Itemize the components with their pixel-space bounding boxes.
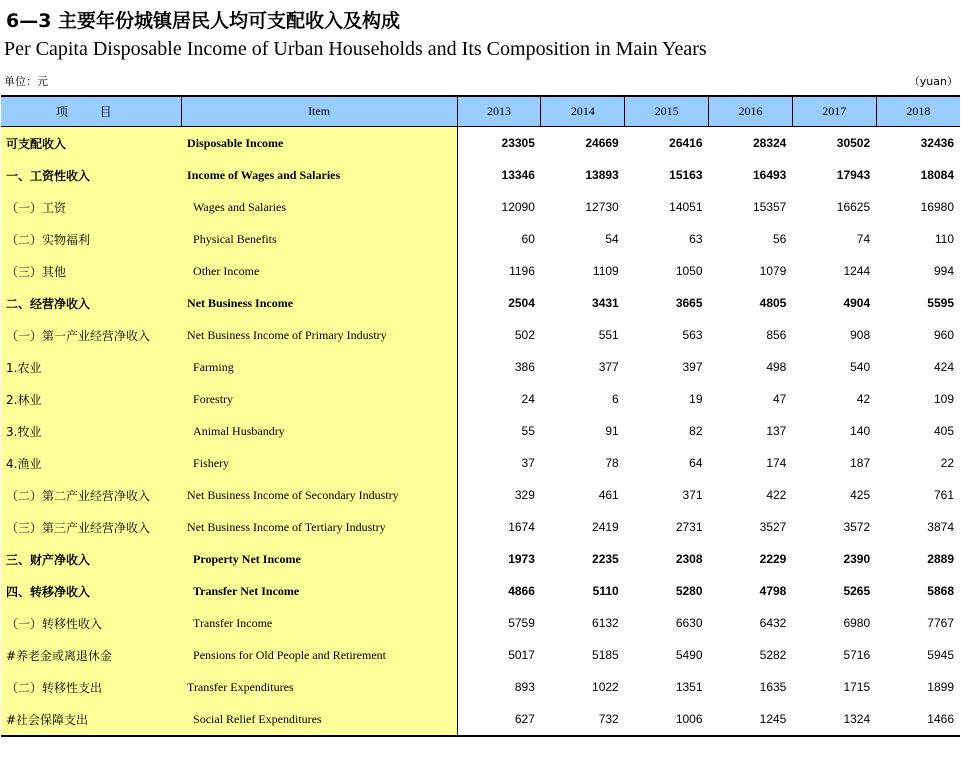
value-cell: 5282 — [759, 648, 787, 662]
table-title-chinese: 6—3 主要年份城镇居民人均可支配收入及构成 — [6, 10, 401, 32]
row-label-chinese: （一）工资 — [1, 191, 181, 223]
value-cell: 761 — [933, 488, 954, 502]
table-row — [1, 607, 960, 639]
value-cell: 6 — [612, 392, 619, 406]
value-cell: 5017 — [508, 648, 535, 662]
value-cell: 371 — [682, 488, 703, 502]
row-label-english: Property Net Income — [181, 543, 457, 575]
row-label-english: Income of Wages and Salaries — [181, 159, 457, 191]
value-cell: 78 — [605, 456, 619, 470]
value-cell: 1022 — [592, 680, 619, 694]
value-cell: 2504 — [508, 296, 535, 310]
value-cell: 377 — [598, 360, 619, 374]
table-row — [1, 703, 960, 736]
row-label-chinese: （二）转移性支出 — [1, 671, 181, 703]
value-cell: 5490 — [675, 648, 703, 662]
value-cell: 109 — [933, 392, 954, 406]
value-cell: 16493 — [752, 168, 787, 182]
header-year: 2016 — [709, 96, 793, 127]
value-cell: 6980 — [843, 616, 871, 630]
value-cell: 16980 — [920, 200, 954, 214]
value-cell: 28324 — [752, 136, 787, 150]
value-cell: 1899 — [927, 680, 954, 694]
row-label-english: Pensions for Old People and Retirement — [181, 639, 457, 671]
value-cell: 1715 — [843, 680, 871, 694]
value-cell: 893 — [514, 680, 535, 694]
value-cell: 18084 — [920, 168, 954, 182]
value-cell: 3665 — [675, 296, 703, 310]
value-cell: 17943 — [836, 168, 871, 182]
value-cell: 37 — [521, 456, 535, 470]
value-cell: 13346 — [501, 168, 535, 182]
row-label-chinese: 可支配收入 — [1, 127, 181, 160]
table-row — [1, 671, 960, 703]
value-cell: 2308 — [675, 552, 703, 566]
value-cell: 1351 — [675, 680, 703, 694]
value-cell: 3527 — [759, 520, 787, 534]
row-label-chinese: 四、转移净收入 — [1, 575, 181, 607]
row-label-chinese: （三）其他 — [1, 255, 181, 287]
value-cell: 1244 — [843, 264, 871, 278]
value-cell: 2229 — [759, 552, 787, 566]
value-cell: 1466 — [876, 703, 960, 736]
value-cell: 24669 — [585, 136, 619, 150]
value-cell: 1006 — [625, 703, 709, 736]
value-cell: 4805 — [759, 296, 787, 310]
row-label-english: Net Business Income of Tertiary Industry — [181, 511, 457, 543]
value-cell: 91 — [605, 424, 619, 438]
value-cell: 3431 — [592, 296, 619, 310]
table-row — [1, 639, 960, 671]
value-cell: 56 — [772, 232, 787, 246]
value-cell: 19 — [689, 392, 703, 406]
income-table — [1, 95, 960, 737]
row-label-chinese: （三）第三产业经营净收入 — [1, 511, 181, 543]
value-cell: 1674 — [508, 520, 535, 534]
table-row — [1, 127, 960, 160]
table-row — [1, 415, 960, 447]
value-cell: 32436 — [920, 136, 954, 150]
row-label-chinese: 三、财产净收入 — [1, 543, 181, 575]
value-cell: 5716 — [843, 648, 871, 662]
row-label-english: Social Relief Expenditures — [181, 703, 457, 736]
value-cell: 22 — [940, 456, 954, 470]
value-cell: 2889 — [927, 552, 954, 566]
row-label-english: Other Income — [181, 255, 457, 287]
value-cell: 2731 — [675, 520, 703, 534]
value-cell: 6432 — [759, 616, 787, 630]
row-label-english: Net Business Income — [181, 287, 457, 319]
row-label-chinese: （一）转移性收入 — [1, 607, 181, 639]
value-cell: 140 — [850, 424, 871, 438]
table-row — [1, 223, 960, 255]
value-cell: 4866 — [508, 584, 535, 598]
header-item-english: Item — [181, 96, 457, 127]
value-cell: 960 — [933, 328, 954, 342]
table-row — [1, 543, 960, 575]
row-label-english: Net Business Income of Secondary Industry — [181, 479, 457, 511]
row-label-english: Transfer Net Income — [181, 575, 457, 607]
header-year: 2018 — [876, 96, 960, 127]
value-cell: 1196 — [509, 264, 535, 278]
table-row — [1, 319, 960, 351]
value-cell: 422 — [766, 488, 787, 502]
value-cell: 5868 — [927, 584, 954, 598]
row-label-english: Net Business Income of Primary Industry — [181, 319, 457, 351]
row-label-chinese: （二）实物福利 — [1, 223, 181, 255]
value-cell: 110 — [934, 232, 954, 246]
value-cell: 5945 — [927, 648, 954, 662]
value-cell: 6132 — [592, 616, 619, 630]
row-label-chinese: 一、工资性收入 — [1, 159, 181, 191]
value-cell: 908 — [850, 328, 871, 342]
value-cell: 3874 — [927, 520, 954, 534]
value-cell: 24 — [521, 392, 535, 406]
table-row — [1, 575, 960, 607]
value-cell: 627 — [457, 703, 541, 736]
row-label-chinese: 3.牧业 — [1, 415, 181, 447]
row-label-chinese: 4.渔业 — [1, 447, 181, 479]
row-label-english: Forestry — [181, 383, 457, 415]
value-cell: 994 — [933, 264, 954, 278]
value-cell: 4798 — [759, 584, 787, 598]
value-cell: 405 — [933, 424, 954, 438]
value-cell: 386 — [514, 360, 535, 374]
value-cell: 7767 — [927, 616, 954, 630]
header-year: 2015 — [625, 96, 709, 127]
value-cell: 14051 — [669, 200, 703, 214]
row-label-english: Disposable Income — [181, 127, 457, 160]
value-cell: 1635 — [759, 680, 787, 694]
header-year: 2017 — [792, 96, 876, 127]
value-cell: 16625 — [836, 200, 871, 214]
table-header-row — [1, 96, 960, 127]
value-cell: 13893 — [585, 168, 619, 182]
table-body — [1, 127, 960, 737]
table-title-english: Per Capita Disposable Income of Urban Households and Its Composition in Main Years — [4, 38, 707, 60]
value-cell: 6630 — [675, 616, 703, 630]
value-cell: 425 — [850, 488, 871, 502]
value-cell: 23305 — [501, 136, 535, 150]
value-cell: 498 — [766, 360, 787, 374]
value-cell: 2235 — [592, 552, 619, 566]
header-item-chinese: 项 目 — [1, 96, 181, 127]
value-cell: 30502 — [836, 136, 871, 150]
value-cell: 1324 — [792, 703, 876, 736]
value-cell: 1109 — [592, 264, 619, 278]
value-cell: 26416 — [669, 136, 703, 150]
row-label-english: Wages and Salaries — [181, 191, 457, 223]
table-row — [1, 479, 960, 511]
value-cell: 563 — [682, 328, 703, 342]
value-cell: 74 — [856, 232, 871, 246]
table-row — [1, 351, 960, 383]
value-cell: 3572 — [843, 520, 871, 534]
value-cell: 5280 — [675, 584, 703, 598]
header-year: 2014 — [541, 96, 625, 127]
value-cell: 732 — [541, 703, 625, 736]
value-cell: 5185 — [592, 648, 619, 662]
value-cell: 5110 — [592, 584, 619, 598]
table-row — [1, 511, 960, 543]
row-label-english: Farming — [181, 351, 457, 383]
row-label-chinese: 2.林业 — [1, 383, 181, 415]
value-cell: 42 — [856, 392, 871, 406]
table-row — [1, 255, 960, 287]
value-cell: 12730 — [585, 200, 619, 214]
table-row — [1, 447, 960, 479]
value-cell: 15163 — [669, 168, 703, 182]
row-label-chinese: #社会保障支出 — [1, 703, 181, 736]
value-cell: 1050 — [675, 264, 703, 278]
value-cell: 5265 — [843, 584, 871, 598]
value-cell: 54 — [605, 232, 619, 246]
value-cell: 5759 — [508, 616, 535, 630]
row-label-chinese: 1.农业 — [1, 351, 181, 383]
value-cell: 329 — [514, 488, 535, 502]
value-cell: 424 — [933, 360, 954, 374]
value-cell: 1079 — [759, 264, 787, 278]
table-row — [1, 383, 960, 415]
value-cell: 1245 — [709, 703, 793, 736]
value-cell: 187 — [850, 456, 871, 470]
table-row — [1, 159, 960, 191]
value-cell: 502 — [514, 328, 535, 342]
value-cell: 856 — [766, 328, 787, 342]
row-label-english: Fishery — [181, 447, 457, 479]
row-label-chinese: #养老金或离退休金 — [1, 639, 181, 671]
value-cell: 4904 — [843, 296, 871, 310]
unit-label-english: （yuan） — [908, 75, 958, 88]
row-label-chinese: 二、经营净收入 — [1, 287, 181, 319]
value-cell: 461 — [598, 488, 619, 502]
row-label-chinese: （二）第二产业经营净收入 — [1, 479, 181, 511]
row-label-english: Transfer Income — [181, 607, 457, 639]
value-cell: 55 — [521, 424, 535, 438]
value-cell: 2390 — [843, 552, 871, 566]
value-cell: 137 — [766, 424, 787, 438]
value-cell: 2419 — [592, 520, 619, 534]
row-label-chinese: （一）第一产业经营净收入 — [1, 319, 181, 351]
value-cell: 540 — [850, 360, 871, 374]
value-cell: 174 — [766, 456, 787, 470]
row-label-english: Physical Benefits — [181, 223, 457, 255]
row-label-english: Transfer Expenditures — [181, 671, 457, 703]
unit-label-chinese: 单位：元 — [4, 75, 48, 88]
value-cell: 551 — [598, 328, 619, 342]
value-cell: 82 — [689, 424, 703, 438]
value-cell: 47 — [772, 392, 787, 406]
value-cell: 12090 — [501, 200, 535, 214]
table-row — [1, 191, 960, 223]
value-cell: 60 — [521, 232, 535, 246]
value-cell: 5595 — [927, 296, 954, 310]
header-year: 2013 — [457, 96, 541, 127]
value-cell: 1973 — [508, 552, 535, 566]
row-label-english: Animal Husbandry — [181, 415, 457, 447]
value-cell: 15357 — [752, 200, 787, 214]
table-row — [1, 287, 960, 319]
value-cell: 63 — [689, 232, 703, 246]
value-cell: 397 — [682, 360, 703, 374]
value-cell: 64 — [689, 456, 703, 470]
